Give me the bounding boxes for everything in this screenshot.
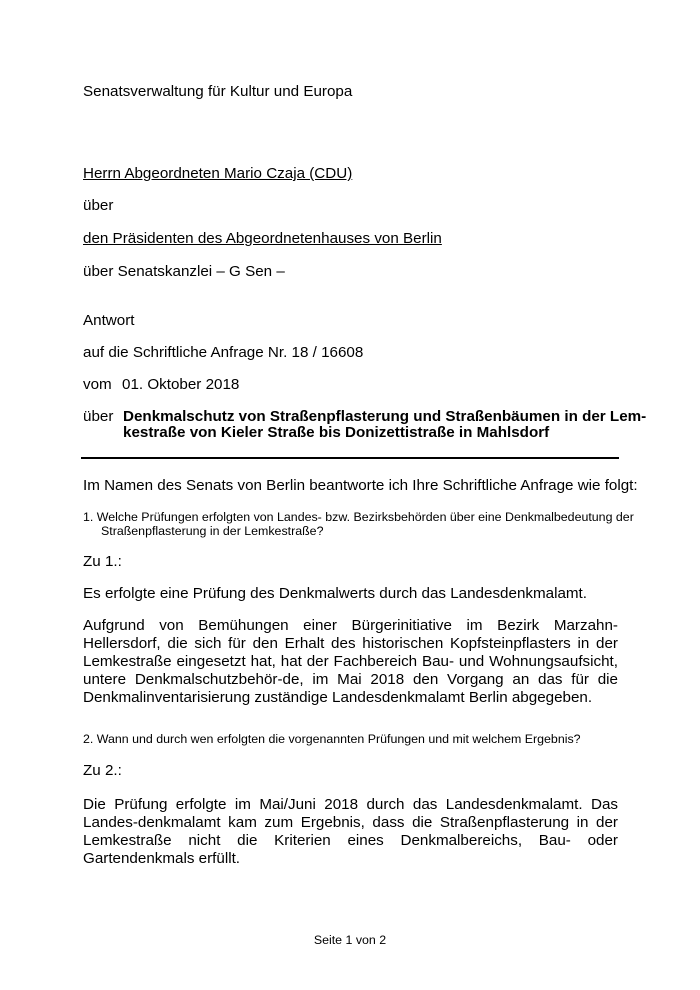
answer-1-paragraph-1: Es erfolgte eine Prüfung des Denkmalwerts durch das Landesdenkmalamt. xyxy=(83,585,587,602)
subject-line-1: Denkmalschutz von Straßenpflasterung und Straßenbäumen in der Lem- xyxy=(123,408,647,425)
via-label: über xyxy=(83,197,114,214)
recipient: Herrn Abgeordneten Mario Czaja (CDU) xyxy=(83,165,353,182)
sender: Senatsverwaltung für Kultur und Europa xyxy=(83,83,353,100)
question-2: 2. Wann und durch wen erfolgten die vorgenannten Prüfungen und mit welchem Ergebnis? xyxy=(83,732,581,746)
answer-label: Antwort xyxy=(83,312,135,329)
date-label: vom xyxy=(83,376,112,393)
answer-1-label: Zu 1.: xyxy=(83,553,122,570)
page-footer: Seite 1 von 2 xyxy=(313,933,387,947)
subject-label: über xyxy=(83,408,114,425)
chancellery-line: über Senatskanzlei – G Sen – xyxy=(83,263,285,280)
answer-2-paragraph-1: Die Prüfung erfolgte im Mai/Juni 2018 durch das Landesdenkmalamt. Das Landes-denkmalamt kam zum Ergebnis, dass die Straßenpflasterung in der Lemkestraße nicht die Kriterien eines Denkmalbereichs, Bau- oder Gartendenkmals erfüllt. xyxy=(83,796,618,867)
intro-paragraph: Im Namen des Senats von Berlin beantworte ich Ihre Schriftliche Anfrage wie folgt: xyxy=(83,477,638,494)
answer-1-paragraph-2: Aufgrund von Bemühungen einer Bürgerinitiative im Bezirk Marzahn-Hellersdorf, die sich für den Erhalt des historischen Kopfsteinpflasters in der Lemkestraße eingesetzt hat, hat der Fachbereich Bau- und Wohnungsaufsicht, untere Denkmalschutzbehör-de, im Mai 2018 den Vorgang an das für die Denkmalinventarisierung zuständige Landesdenkmalamt Berlin abgegeben. xyxy=(83,617,618,706)
president-line: den Präsidenten des Abgeordnetenhauses von Berlin xyxy=(83,230,442,247)
answer-2-label: Zu 2.: xyxy=(83,762,122,779)
question-1-line-1: 1. Welche Prüfungen erfolgten von Landes- bzw. Bezirksbehörden über eine Denkmalbedeutung der xyxy=(83,510,634,524)
date-value: 01. Oktober 2018 xyxy=(122,376,240,393)
inquiry-line: auf die Schriftliche Anfrage Nr. 18 / 16608 xyxy=(83,344,364,361)
separator-rule xyxy=(81,457,619,459)
subject-line-2: kestraße von Kieler Straße bis Donizettistraße in Mahlsdorf xyxy=(123,424,550,441)
question-1-line-2: Straßenpflasterung in der Lemkestraße? xyxy=(101,524,324,538)
